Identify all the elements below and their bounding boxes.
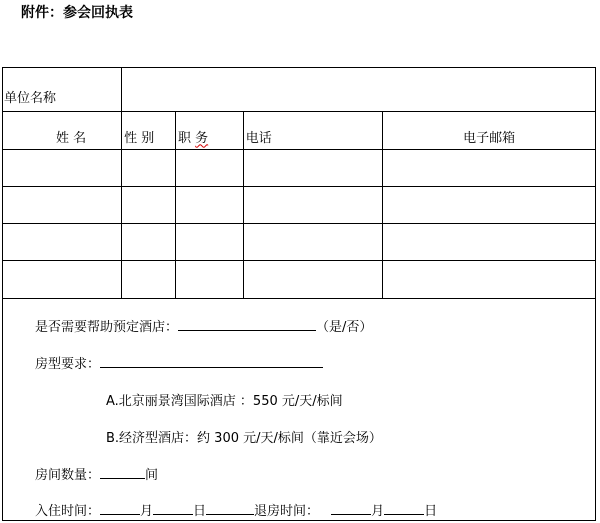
hotel-option-a: A.北京丽景湾国际酒店 ：550 元/天/标间 [106,394,343,409]
checkout-day-field[interactable] [384,501,424,515]
col-header-email: 电子邮箱 [383,111,595,149]
cell-position[interactable] [175,223,243,260]
cell-email[interactable] [383,186,595,223]
room-type-label: 房型要求： [35,357,101,372]
cell-name[interactable] [3,149,122,186]
attendee-table [3,68,595,299]
room-type-requirement [35,353,323,372]
position-label-pre: 职 [177,130,196,146]
cell-position[interactable] [175,186,243,223]
cell-phone[interactable] [243,223,383,260]
checkin-day-field[interactable] [153,501,193,515]
col-header-gender: 性 别 [122,111,176,149]
hotel-option-b: B.经济型酒店：约 300 元/天/标间（靠近会场） [106,431,382,446]
cell-position[interactable] [175,149,243,186]
col-header-phone: 电话 [243,111,383,149]
room-count-unit: 间 [145,468,159,483]
cell-name[interactable] [3,186,122,223]
cell-phone[interactable] [243,186,383,223]
hotel-booking-question [35,316,372,335]
checkout-day-unit: 日 [424,504,438,519]
table-row [3,223,595,260]
document-heading: 附件：参会回执表 [21,5,133,21]
checkout-label: 退房时间： [254,504,320,519]
room-type-field[interactable] [100,354,323,368]
cell-gender[interactable] [122,223,176,260]
cell-gender[interactable] [122,149,176,186]
checkin-label: 入住时间： [35,504,101,519]
room-count-row [35,464,158,483]
col-header-position [175,111,243,149]
cell-email[interactable] [383,223,595,260]
cell-phone[interactable] [243,260,383,298]
cell-email[interactable] [383,149,595,186]
table-row [3,186,595,223]
cell-gender[interactable] [122,260,176,298]
cell-phone[interactable] [243,149,383,186]
checkout-month-unit: 月 [371,504,385,519]
cell-email[interactable] [383,260,595,298]
hotel-question-suffix: （是/否） [316,320,373,335]
hotel-answer-field[interactable] [178,317,316,331]
cell-name[interactable] [3,260,122,298]
table-row [3,260,595,298]
unit-name-label: 单位名称 [3,68,122,111]
cell-name[interactable] [3,223,122,260]
position-label-marked: 务 [195,130,209,146]
checkout-month-field[interactable] [331,501,371,515]
cell-gender[interactable] [122,186,176,223]
room-count-label: 房间数量： [35,468,101,483]
header-row [3,111,595,149]
unit-name-cell[interactable] [122,68,595,111]
cell-position[interactable] [175,260,243,298]
room-count-field[interactable] [100,465,145,479]
table-row [3,149,595,186]
checkin-month-field[interactable] [100,501,140,515]
col-header-name: 姓 名 [3,111,122,149]
checkin-day-unit: 日 [193,504,207,519]
unit-row [3,68,595,111]
hotel-question-label: 是否需要帮助预定酒店： [35,320,179,335]
reply-form [2,67,596,521]
checkin-month-unit: 月 [140,504,154,519]
checkin-extra-field[interactable] [206,501,254,515]
stay-dates-row [35,500,437,519]
